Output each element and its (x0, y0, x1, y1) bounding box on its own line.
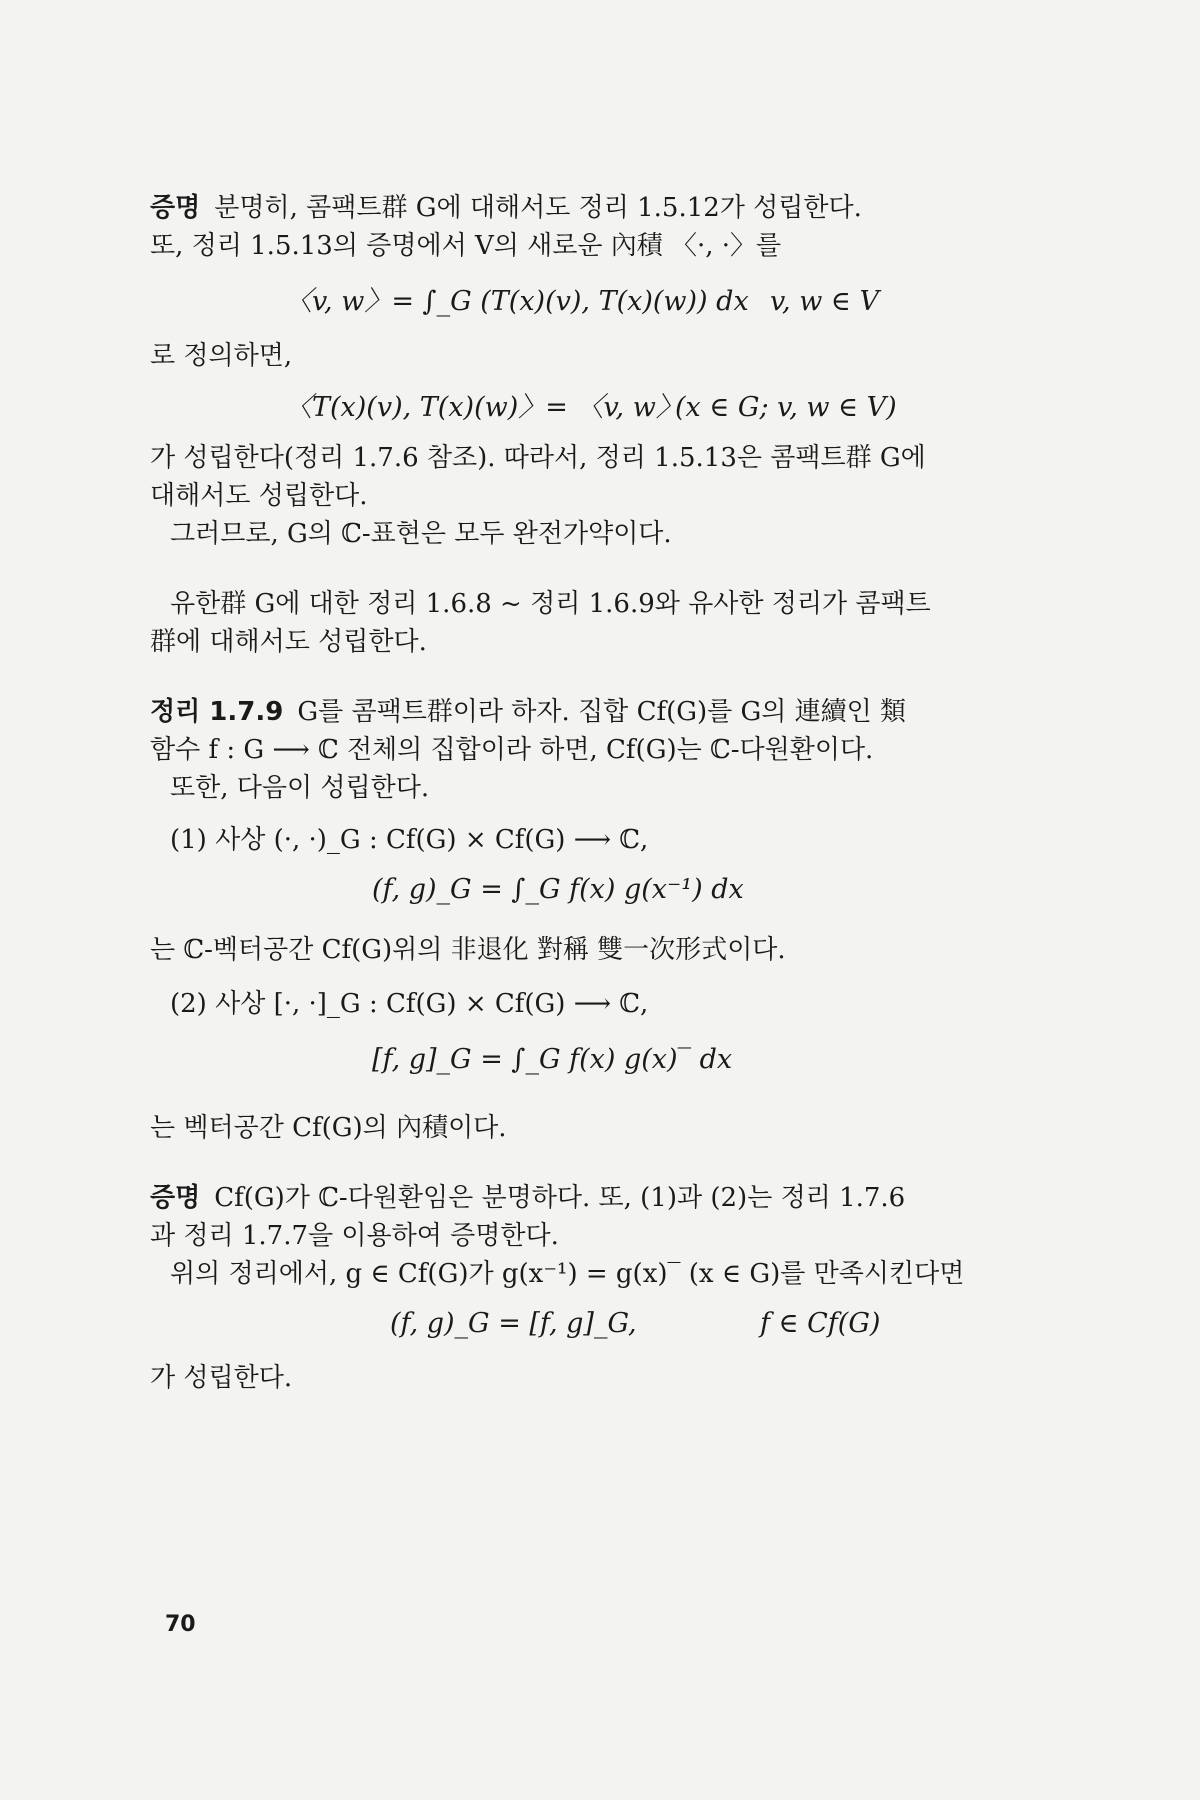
theorem-item2-desc: 는 벡터공간 Cf(G)의 內積이다. (150, 1113, 507, 1143)
formula-condition: f ∈ Cf(G) (760, 1308, 881, 1339)
formula-equality: (f, g)_G = [f, g]_G, (390, 1308, 637, 1339)
proof2-line4: 가 성립한다. (150, 1363, 293, 1393)
remark-line2: 群에 대해서도 성립한다. (150, 627, 427, 657)
proof1-line1: 증명 분명히, 콤팩트群 G에 대해서도 정리 1.5.12가 성립한다. (150, 193, 862, 223)
theorem-line1: 정리 1.7.9 G를 콤팩트群이라 하자. 집합 Cf(G)를 G의 連續인 類 (150, 697, 907, 727)
formula-bilinear: (f, g)_G = ∫_G f(x) g(x⁻¹) dx (372, 874, 744, 905)
proof-label: 증명 (150, 1183, 201, 1213)
theorem-item1: (1) 사상 (·, ·)_G : Cf(G) × Cf(G) ⟶ ℂ, (170, 825, 649, 855)
theorem-label: 정리 1.7.9 (150, 697, 284, 727)
formula-condition: (x ∈ G; v, w ∈ V) (675, 392, 897, 423)
remark-line1: 유한群 G에 대한 정리 1.6.8 ~ 정리 1.6.9와 유사한 정리가 콤팩트 (170, 589, 931, 619)
proof1-line6: 그러므로, G의 ℂ-표현은 모두 완전가약이다. (170, 519, 672, 549)
proof1-line5: 대해서도 성립한다. (150, 481, 368, 511)
formula-inner-product: 〈v, w〉= ∫_G (T(x)(v), T(x)(w)) dx (285, 286, 749, 317)
proof2-line2: 과 정리 1.7.7을 이용하여 증명한다. (150, 1221, 559, 1251)
proof2-line1: 증명 Cf(G)가 ℂ-다원환임은 분명하다. 또, (1)과 (2)는 정리 1.7.6 (150, 1183, 906, 1213)
theorem-item1-desc: 는 ℂ-벡터공간 Cf(G)위의 非退化 對稱 雙一次形式이다. (150, 935, 786, 965)
proof1-line4: 가 성립한다(정리 1.7.6 참조). 따라서, 정리 1.5.13은 콤팩트群 G에 (150, 443, 926, 473)
formula-condition: v, w ∈ V (770, 286, 879, 317)
proof2-line3: 위의 정리에서, g ∈ Cf(G)가 g(x⁻¹) = g(x)‾ (x ∈ G)를 만족시킨다면 (170, 1259, 965, 1289)
page-number: 70 (165, 1612, 196, 1637)
theorem-item2: (2) 사상 [·, ·]_G : Cf(G) × Cf(G) ⟶ ℂ, (170, 989, 649, 1019)
theorem-line3: 또한, 다음이 성립한다. (170, 773, 430, 803)
proof1-line2: 또, 정리 1.5.13의 증명에서 V의 새로운 內積 〈·, ·〉를 (150, 231, 782, 261)
theorem-line2: 함수 f : G ⟶ ℂ 전체의 집합이라 하면, Cf(G)는 ℂ-다원환이다. (150, 735, 874, 765)
formula-invariance: 〈T(x)(v), T(x)(w)〉= 〈v, w〉 (285, 392, 683, 423)
formula-hermitian: [f, g]_G = ∫_G f(x) g(x)‾ dx (372, 1044, 733, 1075)
proof1-line3: 로 정의하면, (150, 341, 293, 371)
proof-label: 증명 (150, 193, 201, 223)
